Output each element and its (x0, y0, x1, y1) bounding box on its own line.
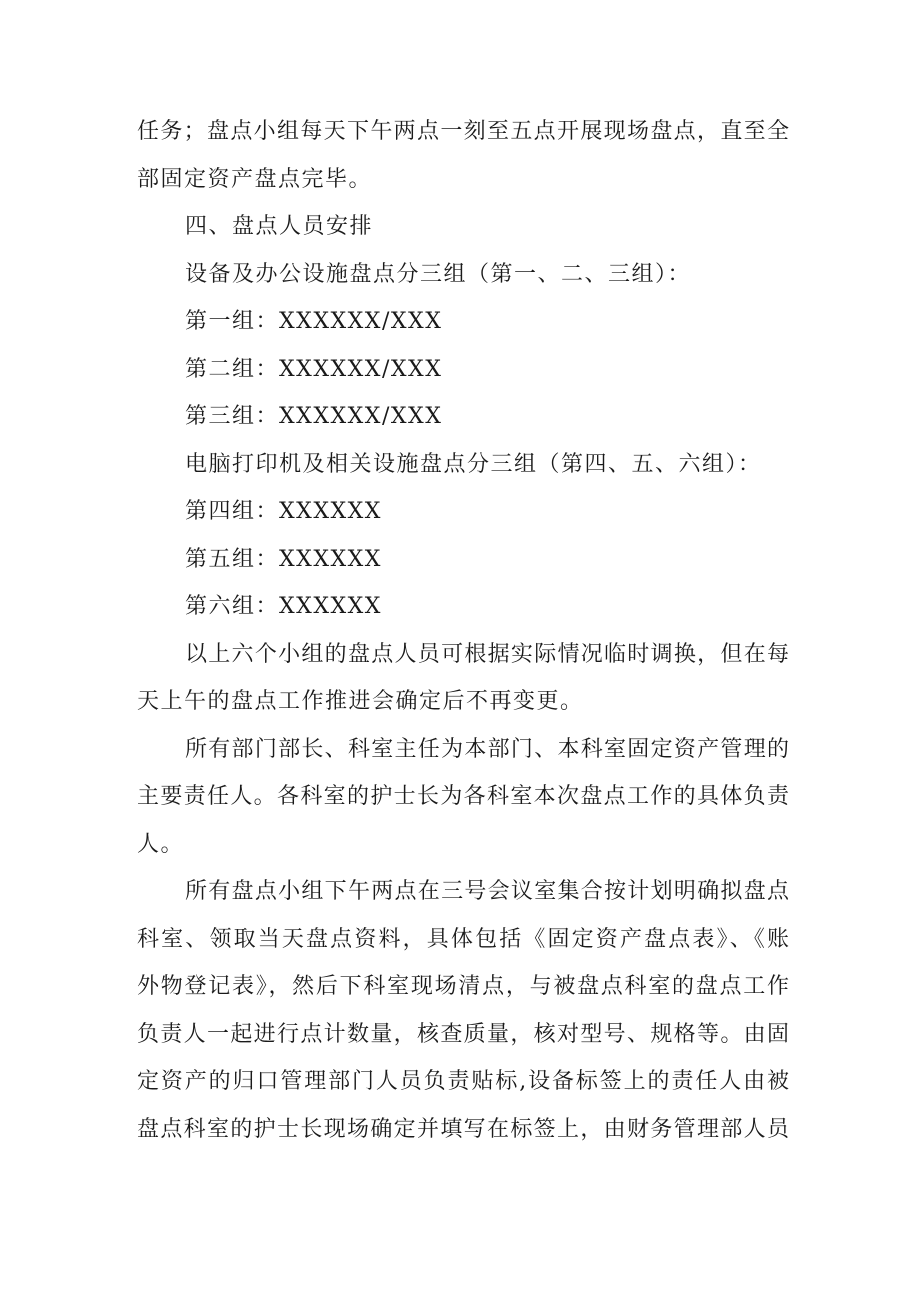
text-line: 部固定资产盘点完毕。 (137, 166, 373, 192)
group-entry: 第二组：XXXXXX/XXX (185, 356, 443, 382)
text-line: 所有部门部长、科室主任为本部门、本科室固定资产管理的 (185, 736, 789, 762)
text-line: 负责人一起进行点计数量，核查质量，核对型号、规格等。由固 (137, 1021, 789, 1047)
text-line: 盘点科室的护士长现场确定并填写在标签上，由财务管理部人员 (137, 1116, 789, 1142)
text-line: 电脑打印机及相关设施盘点分三组（第四、五、六组）： (185, 451, 762, 477)
text-line: 主要责任人。各科室的护士长为各科室本次盘点工作的具体负责 (137, 784, 789, 809)
text-line: 外物登记表》，然后下科室现场清点，与被盘点科室的盘点工作 (137, 974, 789, 999)
group-entry: 第六组：XXXXXX (185, 594, 382, 619)
text-line: 任务；盘点小组每天下午两点一刻至五点开展现场盘点，直至全 (137, 119, 789, 144)
text-line: 科室、领取当天盘点资料，具体包括《固定资产盘点表》、《账 (137, 926, 789, 952)
text-line: 天上午的盘点工作推进会确定后不再变更。 (137, 689, 584, 714)
text-line: 定资产的归口管理部门人员负责贴标,设备标签上的责任人由被 (137, 1069, 789, 1094)
group-entry: 第三组：XXXXXX/XXX (185, 404, 443, 429)
text-line: 所有盘点小组下午两点在三号会议室集合按计划明确拟盘点 (185, 879, 789, 904)
text-line: 设备及办公设施盘点分三组（第一、二、三组）： (185, 261, 692, 287)
text-line: 以上六个小组的盘点人员可根据实际情况临时调换，但在每 (185, 641, 789, 667)
text-line: 人。 (137, 831, 185, 857)
document-body (137, 108, 789, 1153)
group-entry: 第四组：XXXXXX (185, 499, 382, 524)
section-heading: 四、盘点人员安排 (185, 214, 374, 239)
group-entry: 第一组：XXXXXX/XXX (185, 309, 443, 334)
group-entry: 第五组：XXXXXX (185, 546, 382, 572)
